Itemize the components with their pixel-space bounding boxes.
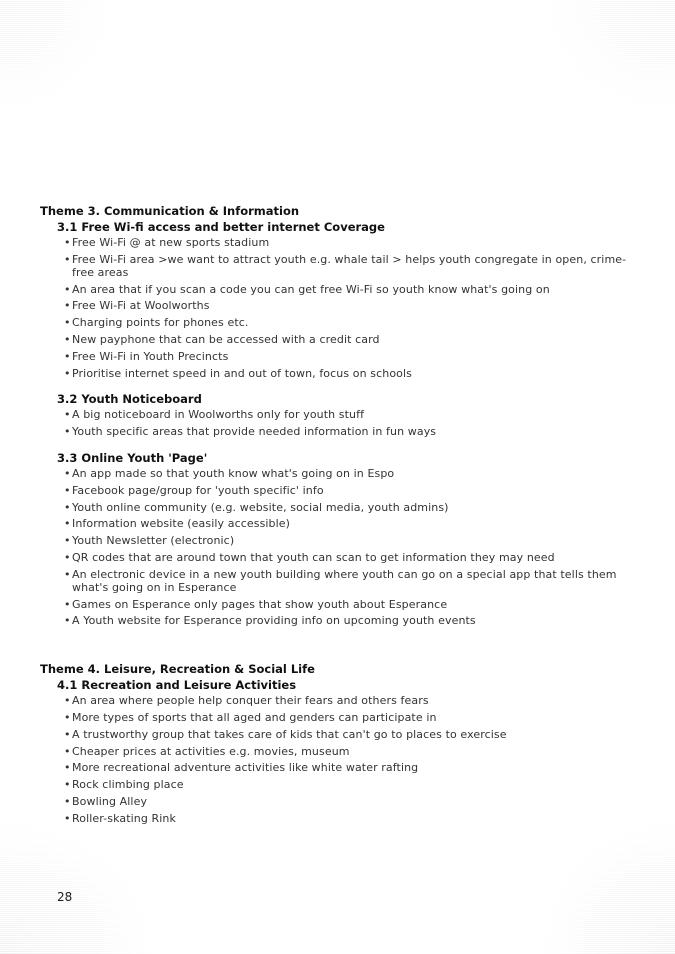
spacer [40, 442, 630, 450]
list-item: • A trustworthy group that takes care of kids that can't go to places to exercise [64, 728, 630, 741]
theme-3-heading: Theme 3. Communication & Information [40, 204, 300, 218]
section-4-1-heading: 4.1 Recreation and Leisure Activities [57, 678, 297, 693]
page-texture-bottom-right [535, 814, 675, 954]
list-item: • More recreational adventure activities like white water rafting [64, 761, 630, 774]
page-number: 28 [57, 890, 73, 904]
list-item: • An electronic device in a new youth building where youth can go on a special app that tells them what's going on in Esperance [64, 568, 630, 594]
list-item: • Free Wi-Fi at Woolworths [64, 299, 630, 312]
section-3-1-heading: 3.1 Free Wi-fi access and better internet Coverage [57, 220, 385, 234]
list-item: • More types of sports that all aged and genders can participate in [64, 711, 630, 724]
section-3-2-heading: 3.2 Youth Noticeboard [57, 392, 202, 407]
section-3-3-heading: 3.3 Online Youth 'Page' [57, 450, 208, 465]
list-item: • Free Wi-Fi @ at new sports stadium [64, 236, 630, 249]
section-3-1-list [64, 236, 630, 380]
list-item: • New payphone that can be accessed with a credit card [64, 333, 630, 346]
list-item: • Roller-skating Rink [64, 812, 630, 825]
list-item: • Youth specific areas that provide needed information in fun ways [64, 425, 630, 438]
list-item: • Prioritise internet speed in and out of town, focus on schools [64, 367, 630, 380]
list-item: • Cheaper prices at activities e.g. movies, museum [64, 745, 630, 758]
list-item: • QR codes that are around town that youth can scan to get information they may need [64, 551, 630, 564]
section-4-1-list [64, 694, 630, 825]
page-texture-top-left [0, 0, 120, 120]
list-item: • Bowling Alley [64, 795, 630, 808]
list-item: • Charging points for phones etc. [64, 316, 630, 329]
list-item: • A Youth website for Esperance providing info on upcoming youth events [64, 614, 630, 627]
section-3-2-list [64, 408, 630, 438]
list-item: • Youth online community (e.g. website, social media, youth admins) [64, 501, 630, 514]
section-3-3-list [64, 467, 630, 627]
list-item: • Free Wi-Fi in Youth Precincts [64, 350, 630, 363]
list-item: • Information website (easily accessible) [64, 517, 630, 530]
theme-4-heading: Theme 4. Leisure, Recreation & Social Life [40, 662, 315, 677]
list-item: • An area where people help conquer their fears and others fears [64, 694, 630, 707]
list-item: • Youth Newsletter (electronic) [64, 534, 630, 547]
spacer [40, 631, 630, 661]
list-item: • An area that if you scan a code you can get free Wi-Fi so youth know what's going on [64, 283, 630, 296]
page-texture-bottom-left [0, 814, 160, 954]
list-item: • Free Wi-Fi area >we want to attract youth e.g. whale tail > helps youth congregate in open, crime-free areas [64, 253, 630, 279]
list-item: • Rock climbing place [64, 778, 630, 791]
spacer [40, 383, 630, 391]
document-body [40, 203, 630, 829]
list-item: • An app made so that youth know what's going on in Espo [64, 467, 630, 480]
page-texture-top-right [535, 0, 675, 120]
list-item: • A big noticeboard in Woolworths only for youth stuff [64, 408, 630, 421]
list-item: • Facebook page/group for 'youth specific' info [64, 484, 630, 497]
list-item: • Games on Esperance only pages that show youth about Esperance [64, 598, 630, 611]
